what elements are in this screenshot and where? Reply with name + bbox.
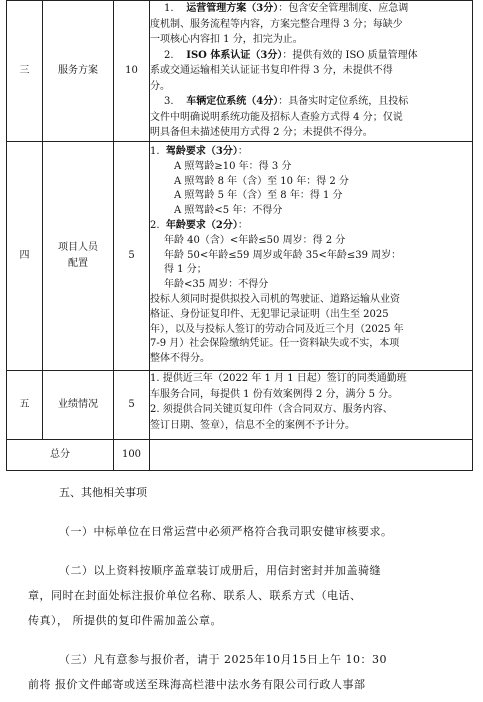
total-label: 总分 bbox=[7, 440, 114, 471]
criterion-title: 车辆定位系统（4分） bbox=[186, 96, 279, 108]
row-item bbox=[43, 1, 114, 142]
criterion-line: 整体不得分。 bbox=[150, 353, 210, 365]
table-row bbox=[7, 142, 473, 371]
row-item bbox=[43, 371, 114, 440]
total-score: 100 bbox=[114, 440, 150, 471]
row-item-line: 业绩情况 bbox=[58, 399, 98, 410]
row-score: 5 bbox=[114, 142, 150, 371]
row-item-line: 配置 bbox=[68, 258, 88, 269]
row-content bbox=[150, 371, 473, 440]
paragraph-3-line: 前将 报价文件邮寄或送至珠海高栏港中法水务有限公司行政人事部 bbox=[28, 678, 366, 691]
total-blank bbox=[150, 440, 473, 471]
paragraph-2-line: 章，同时在封面处标注报价单位名称、联系人、联系方式（电话、 bbox=[28, 589, 362, 602]
criterion-title: 运营管理方案（3分） bbox=[186, 3, 279, 15]
criterion-line: 1. 提供近三年（2022 年 1 月 1 日起）签订的同类通勤班 bbox=[150, 373, 407, 384]
row-item-line: 服务方案 bbox=[58, 65, 98, 76]
criterion-line: 2. ISO 体系认证（3分）：提供有效的 ISO 质量管理体 bbox=[164, 49, 418, 61]
section-title: 五、其他相关事项 bbox=[59, 486, 147, 499]
criterion-sub-line: 年龄 50<年龄≤59 周岁或年龄 35<年龄≤39 周岁： bbox=[164, 249, 402, 261]
criterion-line: 文件中明确说明系统功能及招标人查验方式得 4 分；仅说 bbox=[150, 111, 403, 123]
criterion-line: 7-9 月）社会保险缴纳凭证。任一资料缺失或不实，本项 bbox=[150, 338, 400, 350]
criterion-sub-line: 年龄<35 周岁：不得分 bbox=[164, 279, 269, 291]
criterion-sub-line: A 照驾龄≥10 年：得 3 分 bbox=[174, 160, 292, 172]
paragraph-2-line: （二）以上资料按顺序盖章装订成册后，用信封密封并加盖骑缝 bbox=[59, 564, 381, 577]
paragraph-1: （一）中标单位在日常运营中必须严格符合我司职安健审核要求。 bbox=[59, 525, 393, 538]
row-content bbox=[150, 142, 473, 371]
criterion-line: 年），以及与投标人签订的劳动合同及近三个月（2025 年 bbox=[150, 323, 404, 335]
criterion-line: 一项核心内容扣 1 分，扣完为止。 bbox=[150, 34, 303, 46]
table-row bbox=[7, 371, 473, 440]
criterion-line: 分。 bbox=[150, 80, 170, 92]
scoring-table bbox=[6, 0, 473, 471]
criterion-title: 驾龄要求（3分） bbox=[165, 146, 238, 158]
criterion-line: 1. 运营管理方案（3分）：包含安全管理制度、应急调 bbox=[164, 3, 409, 15]
table-row bbox=[7, 1, 473, 142]
criterion-line: 投标人须同时提供拟投入司机的驾驶证、道路运输从业资 bbox=[150, 293, 400, 305]
row-number: 三 bbox=[7, 1, 43, 142]
criterion-sub-line: 年龄 40（含）<年龄≤50 周岁：得 2 分 bbox=[164, 234, 346, 246]
criterion-line: 1. 驾龄要求（3分）： bbox=[150, 146, 248, 158]
criterion-title: 年龄要求（2分） bbox=[165, 220, 238, 231]
criterion-line: 明具备但未描述使用方式得 2 分；未提供不得分。 bbox=[150, 127, 373, 139]
row-score: 5 bbox=[114, 371, 150, 440]
row-number: 五 bbox=[7, 371, 43, 440]
paragraph-2-line: 传真）， 所提供的复印件需加盖公章。 bbox=[28, 614, 222, 627]
criterion-line: 系或交通运输相关认证证书复印件得 3 分，未提供不得 bbox=[150, 65, 393, 77]
criterion-sub-line: A 照驾龄 5 年（含）至 8 年：得 1 分 bbox=[174, 190, 343, 202]
criterion-line: 度机制、服务流程等内容，方案完整合理得 3 分；每缺少 bbox=[150, 18, 403, 30]
row-score: 10 bbox=[114, 1, 150, 142]
criterion-sub-line: A 照驾龄 8 年（含）至 10 年：得 2 分 bbox=[174, 175, 349, 187]
criterion-line: 2. 须提供合同关键页复印件（含合同双方、服务内容、 bbox=[150, 404, 393, 415]
criterion-title: ISO 体系认证（3分） bbox=[186, 49, 283, 61]
row-item bbox=[43, 142, 114, 371]
paragraph-3-line: （三）凡有意参与报价者，请于 2025年10月15日上午 10：30 bbox=[59, 653, 387, 666]
row-content bbox=[150, 1, 473, 142]
criterion-sub-line: 得 1 分； bbox=[164, 264, 207, 276]
criterion-line: 签订日期、签章），信息不全的案例不予计分。 bbox=[150, 419, 355, 431]
criterion-line: 3. 车辆定位系统（4分）：具备实时定位系统，且投标 bbox=[164, 96, 409, 108]
row-number: 四 bbox=[7, 142, 43, 371]
criterion-line: 车服务合同，每提供 1 份有效案例得 2 分，满分 5 分。 bbox=[150, 388, 399, 400]
criterion-line: 2. 年龄要求（2分）： bbox=[150, 220, 248, 231]
total-row bbox=[7, 440, 473, 471]
criterion-line: 格证、身份证复印件、无犯罪记录证明（出生至 2025 bbox=[150, 308, 389, 320]
row-item-line: 项目人员 bbox=[58, 242, 98, 253]
criterion-sub-line: A 照驾龄<5 年：不得分 bbox=[174, 205, 283, 217]
